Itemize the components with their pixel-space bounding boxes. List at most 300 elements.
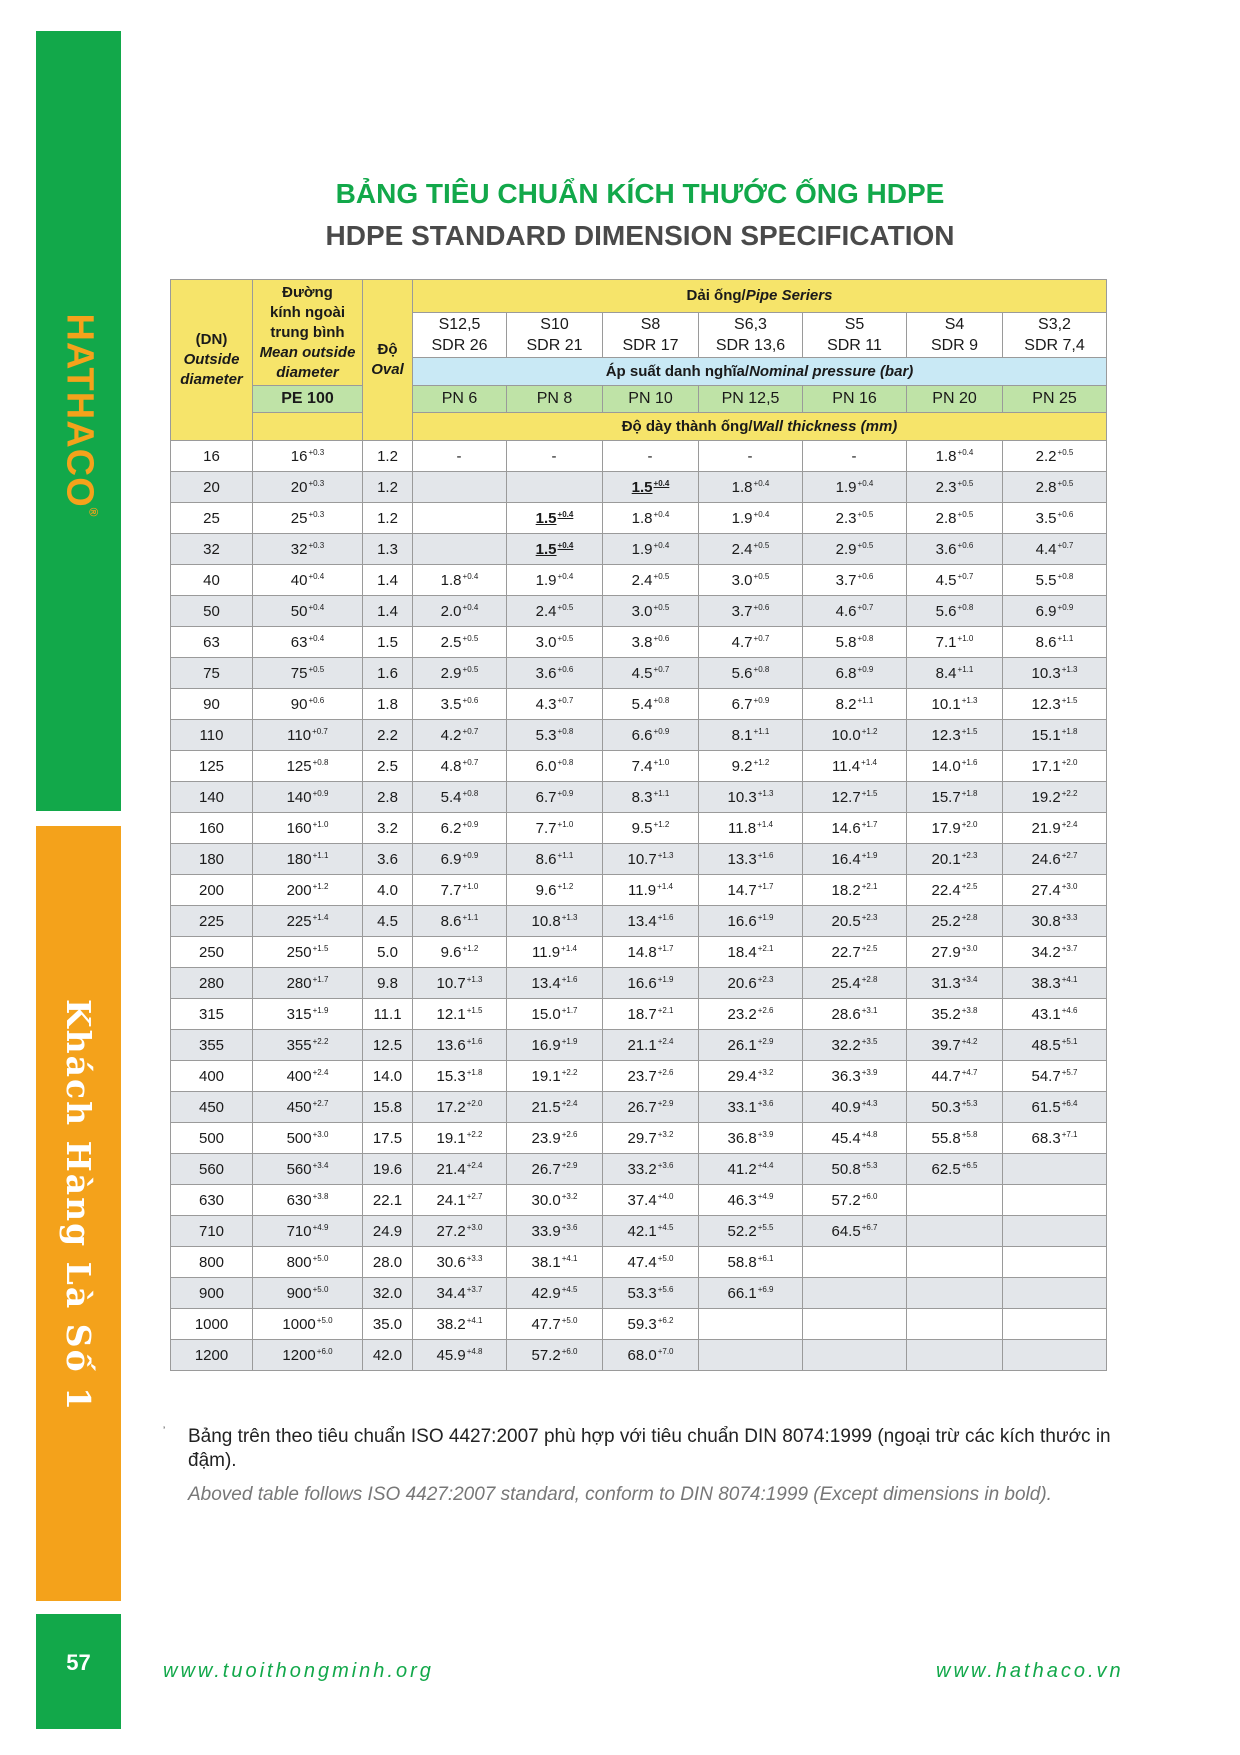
cell-wall-thickness: $4.8^{+0.7}$ — [413, 751, 507, 782]
cell-dn: 180 — [171, 844, 253, 875]
cell-oval: 9.8 — [363, 968, 413, 999]
cell-oval: 1.6 — [363, 658, 413, 689]
cell-wall-thickness: $43.1^{+4.6}$ — [1003, 999, 1107, 1030]
slogan-text: Khách Hàng Là Số 1 — [59, 998, 98, 1412]
cell-wall-thickness: $45.4^{+4.8}$ — [803, 1123, 907, 1154]
cell-wall-thickness — [1003, 1309, 1107, 1340]
cell-wall-thickness: $19.2^{+2.2}$ — [1003, 782, 1107, 813]
cell-wall-thickness: $53.3^{+5.6}$ — [603, 1278, 699, 1309]
cell-wall-thickness: $4.5^{+0.7}$ — [907, 565, 1003, 596]
cell-wall-thickness: $21.1^{+2.4}$ — [603, 1030, 699, 1061]
cell-wall-thickness: $1.5^{+0.4}$ — [603, 472, 699, 503]
header-series-3: S6,3 SDR 13,6 — [699, 313, 803, 358]
cell-dn: 20 — [171, 472, 253, 503]
cell-wall-thickness: $18.7^{+2.1}$ — [603, 999, 699, 1030]
cell-wall-thickness: $22.4^{+2.5}$ — [907, 875, 1003, 906]
cell-oval: 1.4 — [363, 565, 413, 596]
cell-wall-thickness: $12.7^{+1.5}$ — [803, 782, 907, 813]
cell-wall-thickness: $13.3^{+1.6}$ — [699, 844, 803, 875]
cell-dn: 75 — [171, 658, 253, 689]
table-row — [171, 1185, 1107, 1216]
cell-dn: 90 — [171, 689, 253, 720]
cell-wall-thickness: $40.9^{+4.3}$ — [803, 1092, 907, 1123]
cell-wall-thickness: $5.5^{+0.8}$ — [1003, 565, 1107, 596]
cell-wall-thickness — [907, 1309, 1003, 1340]
cell-wall-thickness — [1003, 1247, 1107, 1278]
cell-wall-thickness: $16.9^{+1.9}$ — [507, 1030, 603, 1061]
cell-wall-thickness: $10.7^{+1.3}$ — [413, 968, 507, 999]
cell-dn: 630 — [171, 1185, 253, 1216]
cell-wall-thickness: $13.4^{+1.6}$ — [507, 968, 603, 999]
cell-wall-thickness: $12.3^{+1.5}$ — [907, 720, 1003, 751]
cell-wall-thickness: $24.6^{+2.7}$ — [1003, 844, 1107, 875]
cell-wall-thickness: $33.9^{+3.6}$ — [507, 1216, 603, 1247]
cell-dn: 560 — [171, 1154, 253, 1185]
cell-wall-thickness: $50.3^{+5.3}$ — [907, 1092, 1003, 1123]
table-row — [171, 441, 1107, 472]
cell-dn: 315 — [171, 999, 253, 1030]
page-number: 57 — [66, 1650, 91, 1675]
table-row — [171, 689, 1107, 720]
cell-wall-thickness — [907, 1185, 1003, 1216]
cell-wall-thickness: $26.1^{+2.9}$ — [699, 1030, 803, 1061]
cell-wall-thickness: $7.7^{+1.0}$ — [507, 813, 603, 844]
cell-dn: 900 — [171, 1278, 253, 1309]
cell-wall-thickness: $11.4^{+1.4}$ — [803, 751, 907, 782]
table-row — [171, 1061, 1107, 1092]
cell-wall-thickness: $10.8^{+1.3}$ — [507, 906, 603, 937]
cell-wall-thickness: $37.4^{+4.0}$ — [603, 1185, 699, 1216]
cell-wall-thickness: $3.6^{+0.6}$ — [507, 658, 603, 689]
cell-wall-thickness: $21.5^{+2.4}$ — [507, 1092, 603, 1123]
cell-wall-thickness: $9.2^{+1.2}$ — [699, 751, 803, 782]
cell-wall-thickness: $2.0^{+0.4}$ — [413, 596, 507, 627]
cell-oval: 11.1 — [363, 999, 413, 1030]
header-series-0: S12,5 SDR 26 — [413, 313, 507, 358]
cell-mean-diameter: $20^{+0.3}$ — [253, 472, 363, 503]
table-row — [171, 472, 1107, 503]
header-pn-6: PN 25 — [1003, 386, 1107, 413]
cell-mean-diameter: $200^{+1.2}$ — [253, 875, 363, 906]
table-row — [171, 658, 1107, 689]
cell-wall-thickness: $9.5^{+1.2}$ — [603, 813, 699, 844]
cell-dn: 16 — [171, 441, 253, 472]
cell-wall-thickness: - — [803, 441, 907, 472]
cell-wall-thickness: $5.8^{+0.8}$ — [803, 627, 907, 658]
cell-wall-thickness — [1003, 1340, 1107, 1371]
cell-wall-thickness: $13.6^{+1.6}$ — [413, 1030, 507, 1061]
cell-wall-thickness: $1.9^{+0.4}$ — [699, 503, 803, 534]
cell-wall-thickness: $4.6^{+0.7}$ — [803, 596, 907, 627]
cell-dn: 1200 — [171, 1340, 253, 1371]
cell-wall-thickness: $6.0^{+0.8}$ — [507, 751, 603, 782]
cell-wall-thickness: $15.7^{+1.8}$ — [907, 782, 1003, 813]
header-series-2: S8 SDR 17 — [603, 313, 699, 358]
cell-wall-thickness: $6.6^{+0.9}$ — [603, 720, 699, 751]
cell-wall-thickness: $36.8^{+3.9}$ — [699, 1123, 803, 1154]
cell-wall-thickness: $68.3^{+7.1}$ — [1003, 1123, 1107, 1154]
cell-wall-thickness: $4.7^{+0.7}$ — [699, 627, 803, 658]
cell-wall-thickness: $48.5^{+5.1}$ — [1003, 1030, 1107, 1061]
cell-wall-thickness: $59.3^{+6.2}$ — [603, 1309, 699, 1340]
cell-wall-thickness: $2.2^{+0.5}$ — [1003, 441, 1107, 472]
cell-wall-thickness: $9.6^{+1.2}$ — [507, 875, 603, 906]
brand-logo-text: HATHACO — [58, 312, 101, 508]
cell-oval: 24.9 — [363, 1216, 413, 1247]
cell-wall-thickness: $8.4^{+1.1}$ — [907, 658, 1003, 689]
note-english: Aboved table follows ISO 4427:2007 standard, conform to DIN 8074:1999 (Except dimensions in bold). — [188, 1484, 1052, 1505]
cell-wall-thickness: $14.7^{+1.7}$ — [699, 875, 803, 906]
cell-wall-thickness: $17.9^{+2.0}$ — [907, 813, 1003, 844]
cell-wall-thickness: $20.1^{+2.3}$ — [907, 844, 1003, 875]
cell-oval: 1.3 — [363, 534, 413, 565]
cell-wall-thickness: $47.7^{+5.0}$ — [507, 1309, 603, 1340]
cell-wall-thickness — [803, 1247, 907, 1278]
cell-wall-thickness: $32.2^{+3.5}$ — [803, 1030, 907, 1061]
cell-mean-diameter: $180^{+1.1}$ — [253, 844, 363, 875]
cell-wall-thickness — [699, 1309, 803, 1340]
cell-wall-thickness: $11.9^{+1.4}$ — [603, 875, 699, 906]
cell-wall-thickness: $42.1^{+4.5}$ — [603, 1216, 699, 1247]
cell-wall-thickness: - — [507, 441, 603, 472]
cell-mean-diameter: $355^{+2.2}$ — [253, 1030, 363, 1061]
cell-wall-thickness: $1.9^{+0.4}$ — [603, 534, 699, 565]
cell-wall-thickness: $6.7^{+0.9}$ — [699, 689, 803, 720]
cell-wall-thickness: $1.8^{+0.4}$ — [603, 503, 699, 534]
cell-wall-thickness: - — [603, 441, 699, 472]
cell-mean-diameter: $400^{+2.4}$ — [253, 1061, 363, 1092]
cell-wall-thickness: $5.6^{+0.8}$ — [699, 658, 803, 689]
cell-wall-thickness: $30.8^{+3.3}$ — [1003, 906, 1107, 937]
cell-dn: 200 — [171, 875, 253, 906]
cell-wall-thickness: $47.4^{+5.0}$ — [603, 1247, 699, 1278]
header-pn-5: PN 20 — [907, 386, 1003, 413]
cell-wall-thickness: $3.6^{+0.6}$ — [907, 534, 1003, 565]
cell-wall-thickness — [1003, 1216, 1107, 1247]
cell-dn: 110 — [171, 720, 253, 751]
cell-wall-thickness: $2.9^{+0.5}$ — [803, 534, 907, 565]
cell-wall-thickness — [1003, 1185, 1107, 1216]
note-vietnamese: Bảng trên theo tiêu chuẩn ISO 4427:2007 phù hợp với tiêu chuẩn DIN 8074:1999 (ngoại trừ các kích thước in đậm). — [188, 1426, 1111, 1471]
cell-dn: 140 — [171, 782, 253, 813]
table-row — [171, 751, 1107, 782]
cell-wall-thickness — [907, 1340, 1003, 1371]
table-row — [171, 813, 1107, 844]
cell-wall-thickness: - — [413, 441, 507, 472]
cell-wall-thickness: $8.6^{+1.1}$ — [507, 844, 603, 875]
cell-mean-diameter: $75^{+0.5}$ — [253, 658, 363, 689]
cell-wall-thickness — [413, 503, 507, 534]
table-row — [171, 534, 1107, 565]
table-row — [171, 1340, 1107, 1371]
cell-wall-thickness: $39.7^{+4.2}$ — [907, 1030, 1003, 1061]
cell-wall-thickness: $25.4^{+2.8}$ — [803, 968, 907, 999]
cell-mean-diameter: $63^{+0.4}$ — [253, 627, 363, 658]
cell-wall-thickness: $6.9^{+0.9}$ — [1003, 596, 1107, 627]
cell-wall-thickness: $4.2^{+0.7}$ — [413, 720, 507, 751]
header-pn-3: PN 12,5 — [699, 386, 803, 413]
cell-wall-thickness: $41.2^{+4.4}$ — [699, 1154, 803, 1185]
cell-wall-thickness: $29.7^{+3.2}$ — [603, 1123, 699, 1154]
cell-wall-thickness: $28.6^{+3.1}$ — [803, 999, 907, 1030]
cell-oval: 3.6 — [363, 844, 413, 875]
cell-wall-thickness: $1.8^{+0.4}$ — [699, 472, 803, 503]
cell-wall-thickness: $23.2^{+2.6}$ — [699, 999, 803, 1030]
brand-vertical: HATHACO® — [58, 312, 101, 518]
cell-wall-thickness — [413, 534, 507, 565]
cell-oval: 2.8 — [363, 782, 413, 813]
cell-oval: 5.0 — [363, 937, 413, 968]
header-pn-2: PN 10 — [603, 386, 699, 413]
cell-wall-thickness: $3.0^{+0.5}$ — [603, 596, 699, 627]
cell-wall-thickness: $6.8^{+0.9}$ — [803, 658, 907, 689]
cell-wall-thickness: $38.3^{+4.1}$ — [1003, 968, 1107, 999]
cell-wall-thickness: $21.4^{+2.4}$ — [413, 1154, 507, 1185]
cell-wall-thickness: $10.3^{+1.3}$ — [1003, 658, 1107, 689]
header-pipe-series: Dải ống/Pipe Seriers — [413, 280, 1107, 313]
cell-mean-diameter: $250^{+1.5}$ — [253, 937, 363, 968]
cell-mean-diameter: $630^{+3.8}$ — [253, 1185, 363, 1216]
header-pe100: PE 100 — [253, 386, 363, 413]
cell-dn: 63 — [171, 627, 253, 658]
cell-wall-thickness: $16.6^{+1.9}$ — [603, 968, 699, 999]
cell-wall-thickness — [413, 472, 507, 503]
cell-oval: 3.2 — [363, 813, 413, 844]
cell-wall-thickness: $36.3^{+3.9}$ — [803, 1061, 907, 1092]
cell-wall-thickness: $15.0^{+1.7}$ — [507, 999, 603, 1030]
cell-wall-thickness: $10.3^{+1.3}$ — [699, 782, 803, 813]
cell-wall-thickness: $1.8^{+0.4}$ — [413, 565, 507, 596]
table-row — [171, 999, 1107, 1030]
cell-wall-thickness — [803, 1340, 907, 1371]
cell-wall-thickness: $27.9^{+3.0}$ — [907, 937, 1003, 968]
cell-wall-thickness: $3.8^{+0.6}$ — [603, 627, 699, 658]
cell-oval: 17.5 — [363, 1123, 413, 1154]
table-row — [171, 1278, 1107, 1309]
cell-wall-thickness: $2.8^{+0.5}$ — [907, 503, 1003, 534]
cell-dn: 25 — [171, 503, 253, 534]
cell-wall-thickness: $15.1^{+1.8}$ — [1003, 720, 1107, 751]
cell-wall-thickness: $17.1^{+2.0}$ — [1003, 751, 1107, 782]
cell-wall-thickness: $8.1^{+1.1}$ — [699, 720, 803, 751]
cell-wall-thickness: - — [699, 441, 803, 472]
cell-dn: 355 — [171, 1030, 253, 1061]
table-row — [171, 1154, 1107, 1185]
cell-wall-thickness: $8.6^{+1.1}$ — [413, 906, 507, 937]
cell-mean-diameter: $40^{+0.4}$ — [253, 565, 363, 596]
cell-wall-thickness: $42.9^{+4.5}$ — [507, 1278, 603, 1309]
cell-wall-thickness: $2.4^{+0.5}$ — [603, 565, 699, 596]
cell-mean-diameter: $450^{+2.7}$ — [253, 1092, 363, 1123]
cell-wall-thickness: $16.4^{+1.9}$ — [803, 844, 907, 875]
table-row — [171, 1030, 1107, 1061]
cell-wall-thickness: $33.2^{+3.6}$ — [603, 1154, 699, 1185]
hdpe-dimension-table — [170, 279, 1107, 1371]
header-wall-thickness: Độ dày thành ống/Wall thickness (mm) — [413, 413, 1107, 441]
table-body — [171, 441, 1107, 1371]
note-bullet: ʼ — [163, 1426, 166, 1437]
cell-mean-diameter: $16^{+0.3}$ — [253, 441, 363, 472]
header-oval: Độ Oval — [363, 280, 413, 441]
cell-oval: 28.0 — [363, 1247, 413, 1278]
cell-wall-thickness: $54.7^{+5.7}$ — [1003, 1061, 1107, 1092]
cell-mean-diameter: $90^{+0.6}$ — [253, 689, 363, 720]
cell-dn: 50 — [171, 596, 253, 627]
cell-wall-thickness — [907, 1247, 1003, 1278]
cell-wall-thickness: $5.6^{+0.8}$ — [907, 596, 1003, 627]
cell-wall-thickness: $3.5^{+0.6}$ — [413, 689, 507, 720]
cell-wall-thickness: $4.4^{+0.7}$ — [1003, 534, 1107, 565]
cell-wall-thickness: $8.2^{+1.1}$ — [803, 689, 907, 720]
cell-wall-thickness: $3.7^{+0.6}$ — [699, 596, 803, 627]
cell-mean-diameter: $1000^{+5.0}$ — [253, 1309, 363, 1340]
cell-dn: 1000 — [171, 1309, 253, 1340]
cell-oval: 1.4 — [363, 596, 413, 627]
cell-wall-thickness: $2.3^{+0.5}$ — [803, 503, 907, 534]
cell-dn: 40 — [171, 565, 253, 596]
cell-wall-thickness: $16.6^{+1.9}$ — [699, 906, 803, 937]
cell-oval: 35.0 — [363, 1309, 413, 1340]
cell-mean-diameter: $25^{+0.3}$ — [253, 503, 363, 534]
cell-wall-thickness: $2.4^{+0.5}$ — [699, 534, 803, 565]
cell-dn: 450 — [171, 1092, 253, 1123]
cell-wall-thickness: $45.9^{+4.8}$ — [413, 1340, 507, 1371]
cell-wall-thickness: $20.5^{+2.3}$ — [803, 906, 907, 937]
cell-dn: 280 — [171, 968, 253, 999]
cell-mean-diameter: $160^{+1.0}$ — [253, 813, 363, 844]
cell-wall-thickness: $31.3^{+3.4}$ — [907, 968, 1003, 999]
cell-wall-thickness: $61.5^{+6.4}$ — [1003, 1092, 1107, 1123]
cell-wall-thickness: $4.3^{+0.7}$ — [507, 689, 603, 720]
header-series-5: S4 SDR 9 — [907, 313, 1003, 358]
cell-wall-thickness: $44.7^{+4.7}$ — [907, 1061, 1003, 1092]
cell-wall-thickness: $14.8^{+1.7}$ — [603, 937, 699, 968]
cell-wall-thickness: $52.2^{+5.5}$ — [699, 1216, 803, 1247]
cell-wall-thickness: $26.7^{+2.9}$ — [507, 1154, 603, 1185]
table-row — [171, 1123, 1107, 1154]
cell-wall-thickness: $5.3^{+0.8}$ — [507, 720, 603, 751]
cell-wall-thickness: $3.5^{+0.6}$ — [1003, 503, 1107, 534]
cell-wall-thickness: $55.8^{+5.8}$ — [907, 1123, 1003, 1154]
cell-mean-diameter: $315^{+1.9}$ — [253, 999, 363, 1030]
cell-oval: 1.8 — [363, 689, 413, 720]
cell-wall-thickness: $50.8^{+5.3}$ — [803, 1154, 907, 1185]
cell-mean-diameter: $140^{+0.9}$ — [253, 782, 363, 813]
cell-dn: 125 — [171, 751, 253, 782]
cell-wall-thickness: $12.1^{+1.5}$ — [413, 999, 507, 1030]
cell-wall-thickness: $14.6^{+1.7}$ — [803, 813, 907, 844]
cell-oval: 1.2 — [363, 441, 413, 472]
cell-wall-thickness: $3.7^{+0.6}$ — [803, 565, 907, 596]
slogan-vertical — [36, 980, 121, 1430]
page-title-vn: BẢNG TIÊU CHUẨN KÍCH THƯỚC ỐNG HDPE — [335, 178, 945, 209]
cell-wall-thickness — [1003, 1154, 1107, 1185]
cell-wall-thickness: $7.4^{+1.0}$ — [603, 751, 699, 782]
cell-wall-thickness: $7.1^{+1.0}$ — [907, 627, 1003, 658]
cell-wall-thickness: $17.2^{+2.0}$ — [413, 1092, 507, 1123]
cell-wall-thickness: $1.5^{+0.4}$ — [507, 503, 603, 534]
cell-wall-thickness: $26.7^{+2.9}$ — [603, 1092, 699, 1123]
cell-mean-diameter: $900^{+5.0}$ — [253, 1278, 363, 1309]
cell-mean-diameter: $125^{+0.8}$ — [253, 751, 363, 782]
cell-wall-thickness: $34.2^{+3.7}$ — [1003, 937, 1107, 968]
cell-wall-thickness: $62.5^{+6.5}$ — [907, 1154, 1003, 1185]
cell-dn: 32 — [171, 534, 253, 565]
header-pn-4: PN 16 — [803, 386, 907, 413]
cell-wall-thickness: $24.1^{+2.7}$ — [413, 1185, 507, 1216]
cell-oval: 15.8 — [363, 1092, 413, 1123]
table-row — [171, 844, 1107, 875]
cell-wall-thickness: $19.1^{+2.2}$ — [413, 1123, 507, 1154]
header-pn-row — [171, 386, 1107, 413]
cell-oval: 4.0 — [363, 875, 413, 906]
table-row — [171, 627, 1107, 658]
cell-wall-thickness: $13.4^{+1.6}$ — [603, 906, 699, 937]
cell-wall-thickness: $12.3^{+1.5}$ — [1003, 689, 1107, 720]
cell-wall-thickness: $46.3^{+4.9}$ — [699, 1185, 803, 1216]
footer-right-url[interactable]: www.hathaco.vn — [936, 1660, 1124, 1682]
header-dn: (DN) Outside diameter — [171, 280, 253, 441]
cell-wall-thickness: $35.2^{+3.8}$ — [907, 999, 1003, 1030]
cell-wall-thickness: $29.4^{+3.2}$ — [699, 1061, 803, 1092]
cell-wall-thickness — [1003, 1278, 1107, 1309]
cell-wall-thickness: $2.3^{+0.5}$ — [907, 472, 1003, 503]
page-title-en: HDPE STANDARD DIMENSION SPECIFICATION — [325, 220, 955, 251]
cell-wall-thickness: $7.7^{+1.0}$ — [413, 875, 507, 906]
cell-wall-thickness: $68.0^{+7.0}$ — [603, 1340, 699, 1371]
table-row — [171, 1216, 1107, 1247]
header-pn-0: PN 6 — [413, 386, 507, 413]
cell-mean-diameter: $800^{+5.0}$ — [253, 1247, 363, 1278]
cell-dn: 400 — [171, 1061, 253, 1092]
header-pn-1: PN 8 — [507, 386, 603, 413]
cell-wall-thickness: $38.2^{+4.1}$ — [413, 1309, 507, 1340]
cell-mean-diameter: $32^{+0.3}$ — [253, 534, 363, 565]
cell-wall-thickness: $4.5^{+0.7}$ — [603, 658, 699, 689]
footer-left-url[interactable]: www.tuoithongminh.org — [163, 1660, 434, 1682]
cell-wall-thickness: $34.4^{+3.7}$ — [413, 1278, 507, 1309]
header-series-1: S10 SDR 21 — [507, 313, 603, 358]
cell-wall-thickness: $23.9^{+2.6}$ — [507, 1123, 603, 1154]
cell-wall-thickness: $18.4^{+2.1}$ — [699, 937, 803, 968]
cell-mean-diameter: $280^{+1.7}$ — [253, 968, 363, 999]
cell-wall-thickness: $6.2^{+0.9}$ — [413, 813, 507, 844]
cell-wall-thickness: $11.8^{+1.4}$ — [699, 813, 803, 844]
cell-wall-thickness — [803, 1278, 907, 1309]
cell-wall-thickness: $5.4^{+0.8}$ — [603, 689, 699, 720]
cell-mean-diameter: $1200^{+6.0}$ — [253, 1340, 363, 1371]
cell-wall-thickness: $1.8^{+0.4}$ — [907, 441, 1003, 472]
cell-wall-thickness — [907, 1216, 1003, 1247]
cell-wall-thickness: $30.6^{+3.3}$ — [413, 1247, 507, 1278]
cell-oval: 1.2 — [363, 503, 413, 534]
table-row — [171, 565, 1107, 596]
table-row — [171, 720, 1107, 751]
cell-wall-thickness: $1.9^{+0.4}$ — [803, 472, 907, 503]
table-row — [171, 906, 1107, 937]
cell-mean-diameter: $710^{+4.9}$ — [253, 1216, 363, 1247]
cell-dn: 500 — [171, 1123, 253, 1154]
cell-mean-diameter: $225^{+1.4}$ — [253, 906, 363, 937]
cell-wall-thickness: $2.5^{+0.5}$ — [413, 627, 507, 658]
cell-wall-thickness: $3.0^{+0.5}$ — [699, 565, 803, 596]
cell-wall-thickness: $25.2^{+2.8}$ — [907, 906, 1003, 937]
cell-wall-thickness: $2.9^{+0.5}$ — [413, 658, 507, 689]
cell-wall-thickness: $57.2^{+6.0}$ — [803, 1185, 907, 1216]
cell-wall-thickness: $1.5^{+0.4}$ — [507, 534, 603, 565]
table-row — [171, 782, 1107, 813]
cell-oval: 19.6 — [363, 1154, 413, 1185]
